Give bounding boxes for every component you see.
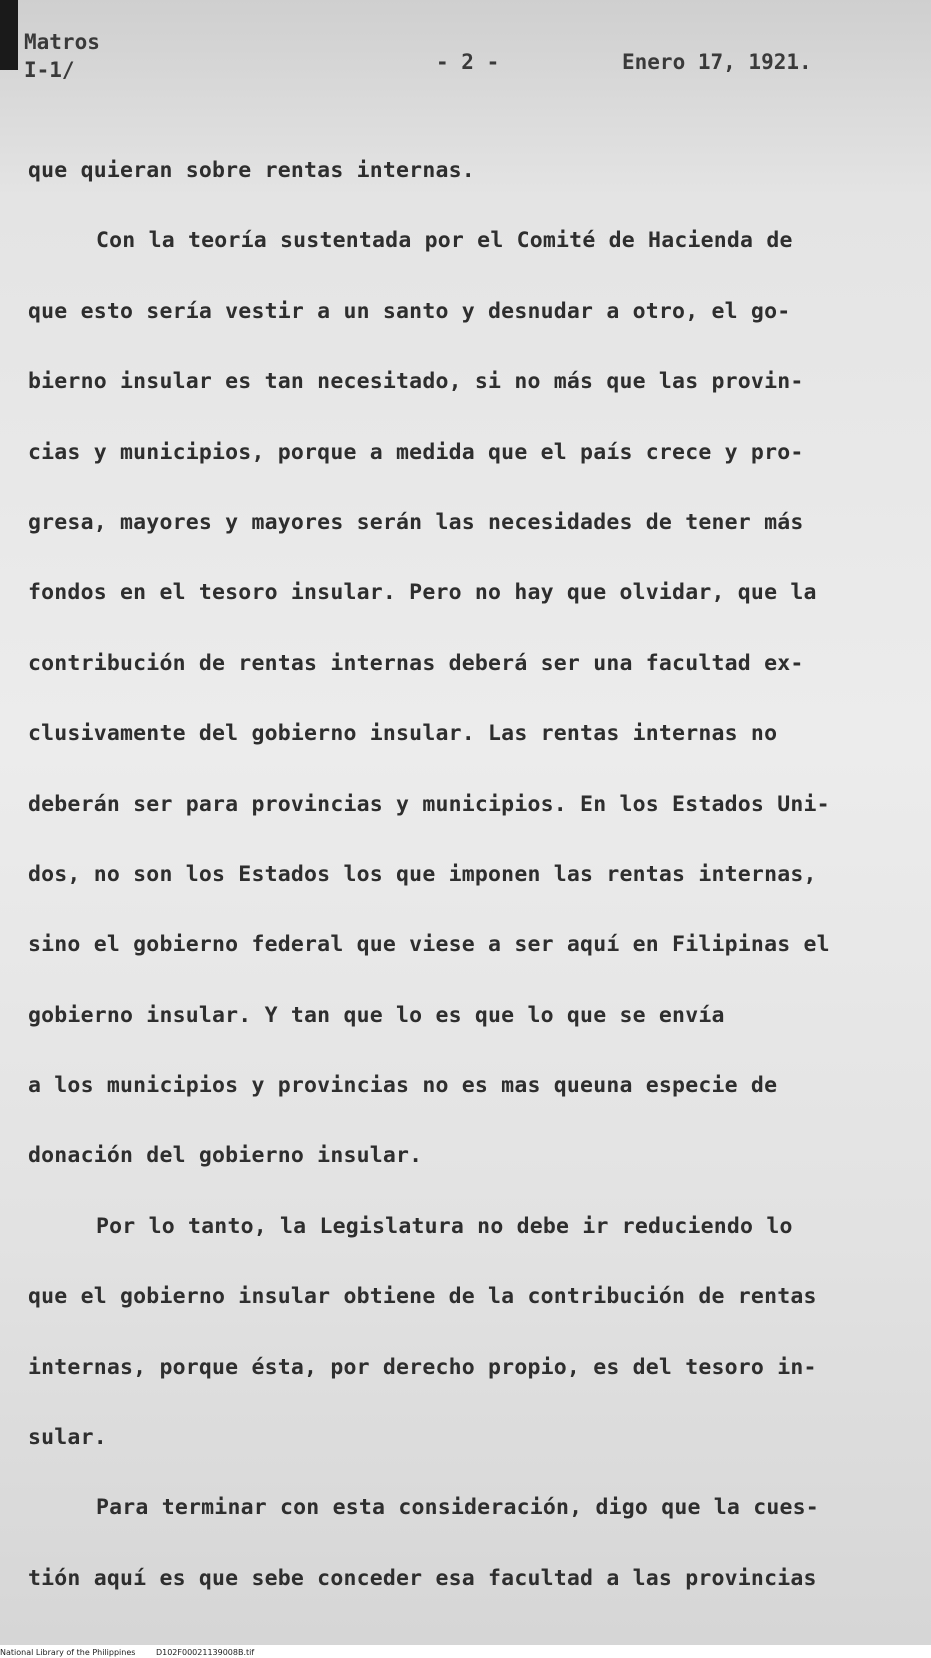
text-line: Para terminar con esta consideración, digo que la cues- xyxy=(96,1495,819,1521)
text-line: que quieran sobre rentas internas. xyxy=(28,158,475,183)
text-line: deberán ser para provincias y municipios. En los Estados Uni- xyxy=(28,791,830,817)
reference-code xyxy=(24,28,100,84)
text-line: donación del gobierno insular. xyxy=(28,1143,423,1169)
text-line: clusivamente del gobierno insular. Las rentas internas no xyxy=(28,721,778,747)
letter-date: Enero 17, 1921. xyxy=(622,50,812,74)
text-line: contribución de rentas internas deberá ser una facultad ex- xyxy=(28,650,804,676)
library-credit: National Library of the Philippines xyxy=(0,1648,136,1657)
text-line: gobierno insular. Y tan que lo es que lo que se envía xyxy=(28,1002,725,1028)
text-line: dos, no son los Estados los que imponen las rentas internas, xyxy=(28,861,817,887)
reference-line-2: I-1/ xyxy=(24,58,75,82)
page-number: - 2 - xyxy=(436,50,500,74)
text-line: tión aquí es que sebe conceder esa facultad a las provincias xyxy=(28,1565,817,1591)
text-line: Con la teoría sustentada por el Comité de Hacienda de xyxy=(96,228,793,254)
text-line: cias y municipios, porque a medida que el país crece y pro- xyxy=(28,439,804,465)
file-name: D102F00021139008B.tif xyxy=(155,1648,255,1657)
letter-header xyxy=(24,28,904,98)
text-line: gresa, mayores y mayores serán las necesidades de tener más xyxy=(28,509,804,535)
text-line: a los municipios y provincias no es mas queuna especie de xyxy=(28,1073,778,1099)
text-line: sino el gobierno federal que viese a ser aquí en Filipinas el xyxy=(28,932,830,958)
text-line: internas, porque ésta, por derecho propio, es del tesoro in- xyxy=(28,1354,817,1380)
text-line: sular. xyxy=(28,1425,107,1451)
body-text xyxy=(28,136,908,1614)
text-line: bierno insular es tan necesitado, si no más que las provin- xyxy=(28,369,804,395)
text-line: Por lo tanto, la Legislatura no debe ir reduciendo lo xyxy=(96,1213,793,1239)
reference-line-1: Matros xyxy=(24,30,100,54)
text-line: fondos en el tesoro insular. Pero no hay que olvidar, que la xyxy=(28,580,817,606)
text-line: que esto sería vestir a un santo y desnudar a otro, el go- xyxy=(28,298,791,324)
scan-footer xyxy=(0,1648,272,1657)
text-line: que el gobierno insular obtiene de la contribución de rentas xyxy=(28,1284,817,1310)
